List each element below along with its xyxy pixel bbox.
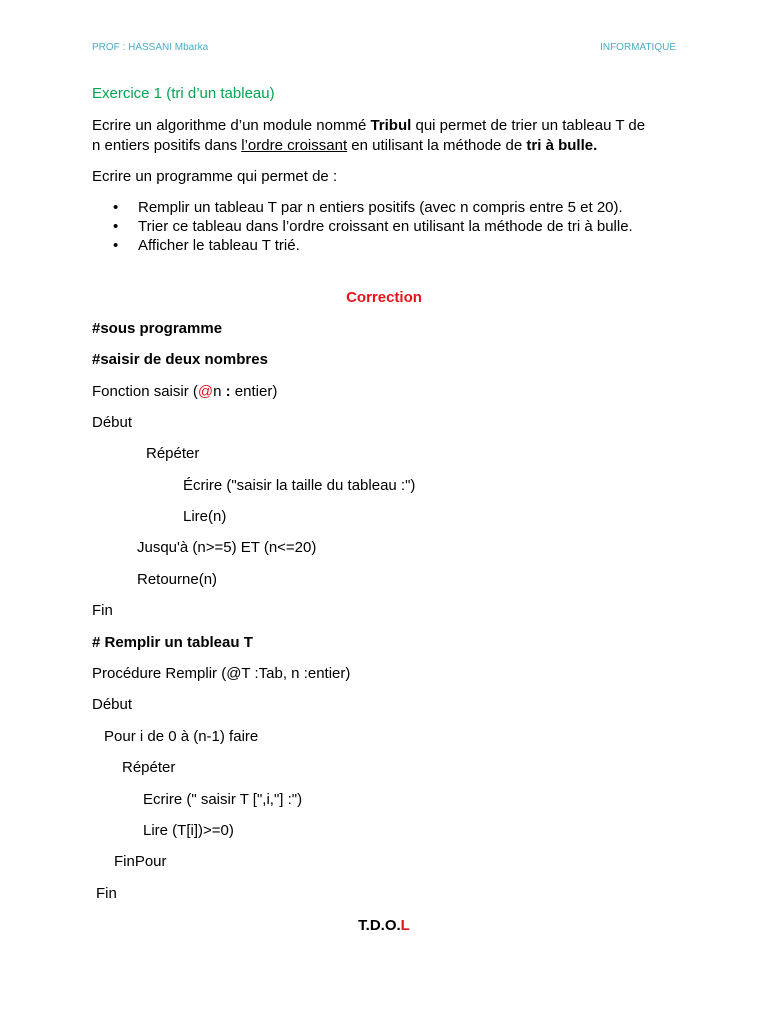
requirements-list [92,198,633,255]
text-span: en utilisant la méthode de [347,137,527,154]
exercise-paragraph-line-1 [92,116,645,136]
correction-title: Correction [346,289,422,306]
list-item-text: Trier ce tableau dans l’ordre croissant en utilisant la méthode de tri à bulle. [138,218,633,235]
header-left: PROF : HASSANI Mbarka [92,42,209,53]
code-line-retourne: Retourne(n) [137,571,218,588]
section-heading-sous-programme: #sous programme [92,320,223,337]
code-line-repeter: Répéter [122,759,176,776]
code-line-fin: Fin [92,602,113,619]
bullet-icon: • [113,237,119,254]
text-span: Ecrire un algorithme d’un module nommé [92,117,371,134]
text-span: qui permet de trier un tableau T de [411,117,646,134]
code-line-debut: Début [92,696,133,713]
bullet-icon: • [113,218,119,235]
reference-symbol: @ [197,383,214,400]
list-item [92,217,633,236]
module-name: Tribul [370,117,412,134]
colon: : [225,383,231,400]
code-line-procedure: Procédure Remplir (@T :Tab, n :entier) [92,665,351,682]
code-line-lire: Lire (T[i])>=0) [143,822,234,839]
bullet-icon: • [113,199,119,216]
footer-text: T.D.O. [358,917,401,934]
code-line-debut: Début [92,414,133,431]
code-line-ecrire: Écrire ("saisir la taille du tableau :") [183,477,416,494]
footer-letter: L [400,917,410,934]
method-name: tri à bulle. [526,137,598,154]
text-span: n entiers positifs dans [92,137,242,154]
exercise-paragraph-line-2 [92,136,597,156]
section-heading-saisir: #saisir de deux nombres [92,351,268,368]
list-item [92,236,633,255]
fonction-signature [92,382,277,402]
underlined-text: l’ordre croissant [241,137,348,154]
code-line-fin: Fin [96,885,117,902]
text-span: entier) [230,383,278,400]
list-item [92,198,633,217]
code-line-pour: Pour i de 0 à (n-1) faire [104,728,259,745]
header-right: INFORMATIQUE [600,42,676,53]
code-line-ecrire: Ecrire (" saisir T [",i,"] :") [143,791,303,808]
section-heading-remplir: # Remplir un tableau T [92,634,253,651]
code-line-jusqua: Jusqu'à (n>=5) ET (n<=20) [137,539,317,556]
exercise-title: Exercice 1 (tri d’un tableau) [92,85,275,102]
text-span: n [213,383,226,400]
list-item-text: Remplir un tableau T par n entiers positifs (avec n compris entre 5 et 20). [138,199,623,216]
list-item-text: Afficher le tableau T trié. [138,237,300,254]
code-line-finpour: FinPour [114,853,167,870]
footer-signature [0,916,768,936]
code-line-repeter: Répéter [146,445,200,462]
exercise-instruction: Ecrire un programme qui permet de : [92,168,338,185]
code-line-lire: Lire(n) [183,508,227,525]
text-span: Fonction saisir ( [92,383,198,400]
